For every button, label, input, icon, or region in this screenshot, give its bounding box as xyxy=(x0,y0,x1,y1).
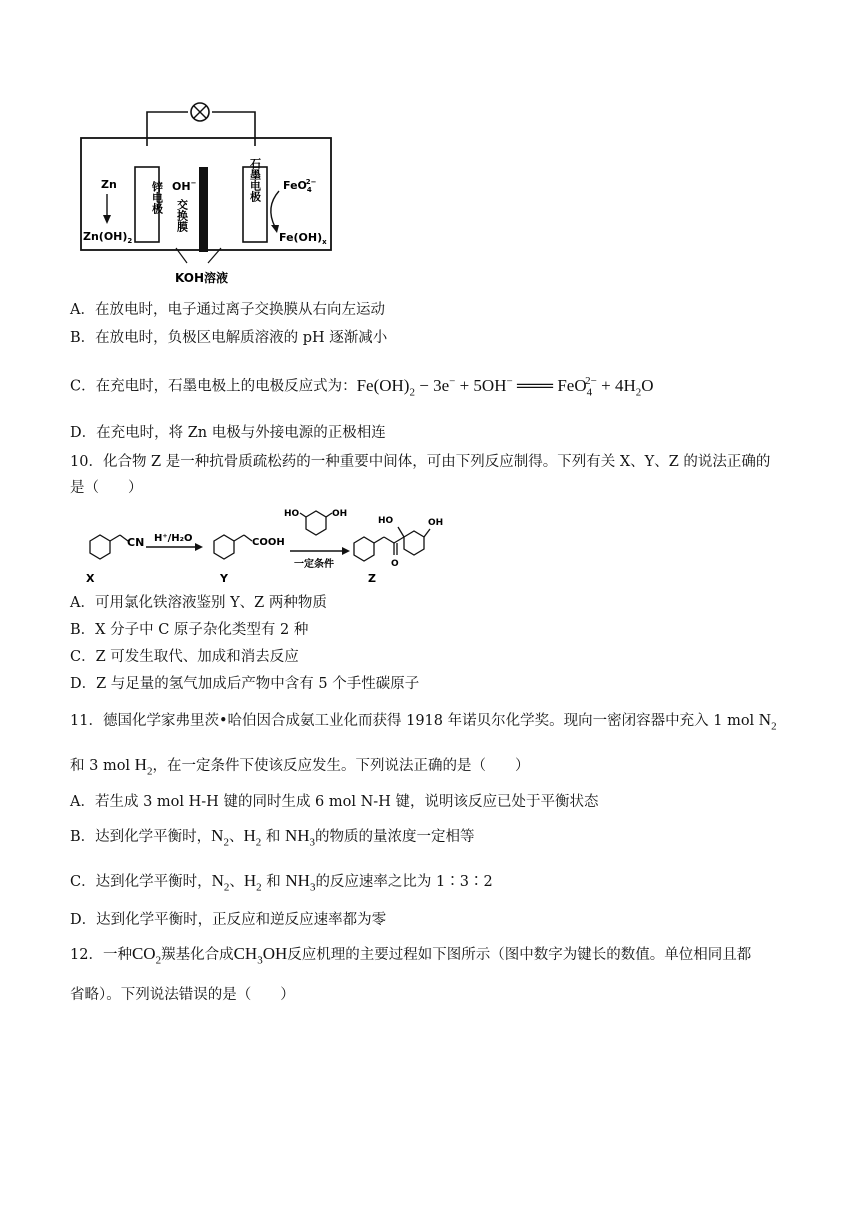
y-label: Y xyxy=(220,572,228,585)
reaction-scheme xyxy=(72,505,462,587)
q9-option-b: B．在放电时，负极区电解质溶液的 pH 逐渐减小 xyxy=(70,330,388,346)
battery-diagram xyxy=(75,95,415,295)
q11-option-b: B．达到化学平衡时，$N_2$、$H_2$ 和 $NH_3$的物质的量浓度一定相等 xyxy=(70,826,475,849)
q9-option-c-prefix: C．在充电时，石墨电极上的电极反应式为： xyxy=(70,378,357,395)
q10-option-b: B．X 分子中 C 原子杂化类型有 2 种 xyxy=(70,622,309,638)
q11-option-c: C．达到化学平衡时，$N_2$、$H_2$ 和 $NH_3$的反应速率之比为 1∶3∶2 xyxy=(70,871,493,894)
resorcinol-oh: OH xyxy=(332,509,348,519)
compound-x-structure xyxy=(90,535,128,559)
q10-option-a: A．可用氯化铁溶液鉴别 Y、Z 两种物质 xyxy=(70,595,327,611)
zn-label: Zn xyxy=(101,178,117,191)
membrane-label: 交换膜 xyxy=(175,199,189,232)
zinc-electrode-label: 锌电极 xyxy=(130,181,164,194)
q10-stem-line2: 是（ ） xyxy=(70,480,143,496)
membrane-ion-label: OH− xyxy=(172,179,197,193)
zn-oh2-label: $Zn(OH)_2$ xyxy=(83,230,133,245)
resorcinol-structure xyxy=(300,511,332,535)
reaction-condition: 一定条件 xyxy=(294,559,334,570)
q11-option-d: D．达到化学平衡时，正反应和逆反应速率都为零 xyxy=(70,912,387,928)
q10-stem-line1: 10．化合物 Z 是一种抗骨质疏松药的一种重要中间体，可由下列反应制得。下列有关 X、Y、Z 的说法正确的 xyxy=(70,454,771,470)
electrode-equation: $Fe(OH)_2 - 3e^- + 5OH^-$ ═══ $FeO_4^{2-} + 4H_2O$ xyxy=(356,375,654,399)
q9-option-d: D．在充电时，将 Zn 电极与外接电源的正极相连 xyxy=(70,425,386,441)
compound-y-structure xyxy=(214,535,252,559)
arrow-right-icon xyxy=(195,543,203,551)
x-cn-group: CN xyxy=(127,536,145,549)
q12-stem-line1: 12．一种$CO_2$羰基化合成$CH_3OH$反应机理的主要过程如下图所示（图中数字为键长的数值。单位相同且都 xyxy=(70,944,752,967)
q11-option-a: A．若生成 3 mol H-H 键的同时生成 6 mol N-H 键，说明该反应已处于平衡状态 xyxy=(70,794,599,810)
arrow-down-icon xyxy=(103,215,111,224)
koh-solution-label: KOH溶液 xyxy=(175,271,229,285)
zinc-electrode xyxy=(135,167,159,242)
x-label: X xyxy=(86,572,95,585)
reagent-acid-water: H⁺/H₂O xyxy=(154,533,193,544)
q12-stem-line2: 省略）。下列说法错误的是（ ） xyxy=(70,987,295,1003)
resorcinol-ho: HO xyxy=(284,509,300,519)
feo4-label: FeO$_4$2− xyxy=(283,178,317,194)
q9-option-a: A．在放电时，电子通过离子交换膜从右向左运动 xyxy=(70,302,385,318)
z-ho: HO xyxy=(378,516,394,526)
compound-z-structure xyxy=(354,527,430,561)
q10-option-c: C．Z 可发生取代、加成和消去反应 xyxy=(70,649,299,665)
graphite-electrode-label: 石墨电极 xyxy=(248,158,262,202)
q9-option-c xyxy=(70,371,654,402)
y-cooh-group: COOH xyxy=(252,537,285,548)
q11-stem-line2: 和 3 mol $H_2$，在一定条件下使该反应发生。下列说法正确的是（ ） xyxy=(70,755,530,778)
z-label: Z xyxy=(368,572,376,585)
ion-exchange-membrane xyxy=(199,167,208,252)
curved-arrow-icon xyxy=(271,191,279,227)
q10-option-d: D．Z 与足量的氢气加成后产物中含有 5 个手性碳原子 xyxy=(70,676,420,692)
z-oh: OH xyxy=(428,518,444,528)
bulb-icon xyxy=(191,103,209,121)
feohx-label: $Fe(OH)_x$ xyxy=(279,231,327,246)
q11-stem-line1: 11．德国化学家弗里茨•哈伯因合成氨工业化而获得 1918 年诺贝尔化学奖。现向一密闭容器中充入 1 mol $N_2$ xyxy=(70,710,777,733)
z-carbonyl-o: O xyxy=(391,559,399,569)
arrow-right-icon xyxy=(342,547,350,555)
